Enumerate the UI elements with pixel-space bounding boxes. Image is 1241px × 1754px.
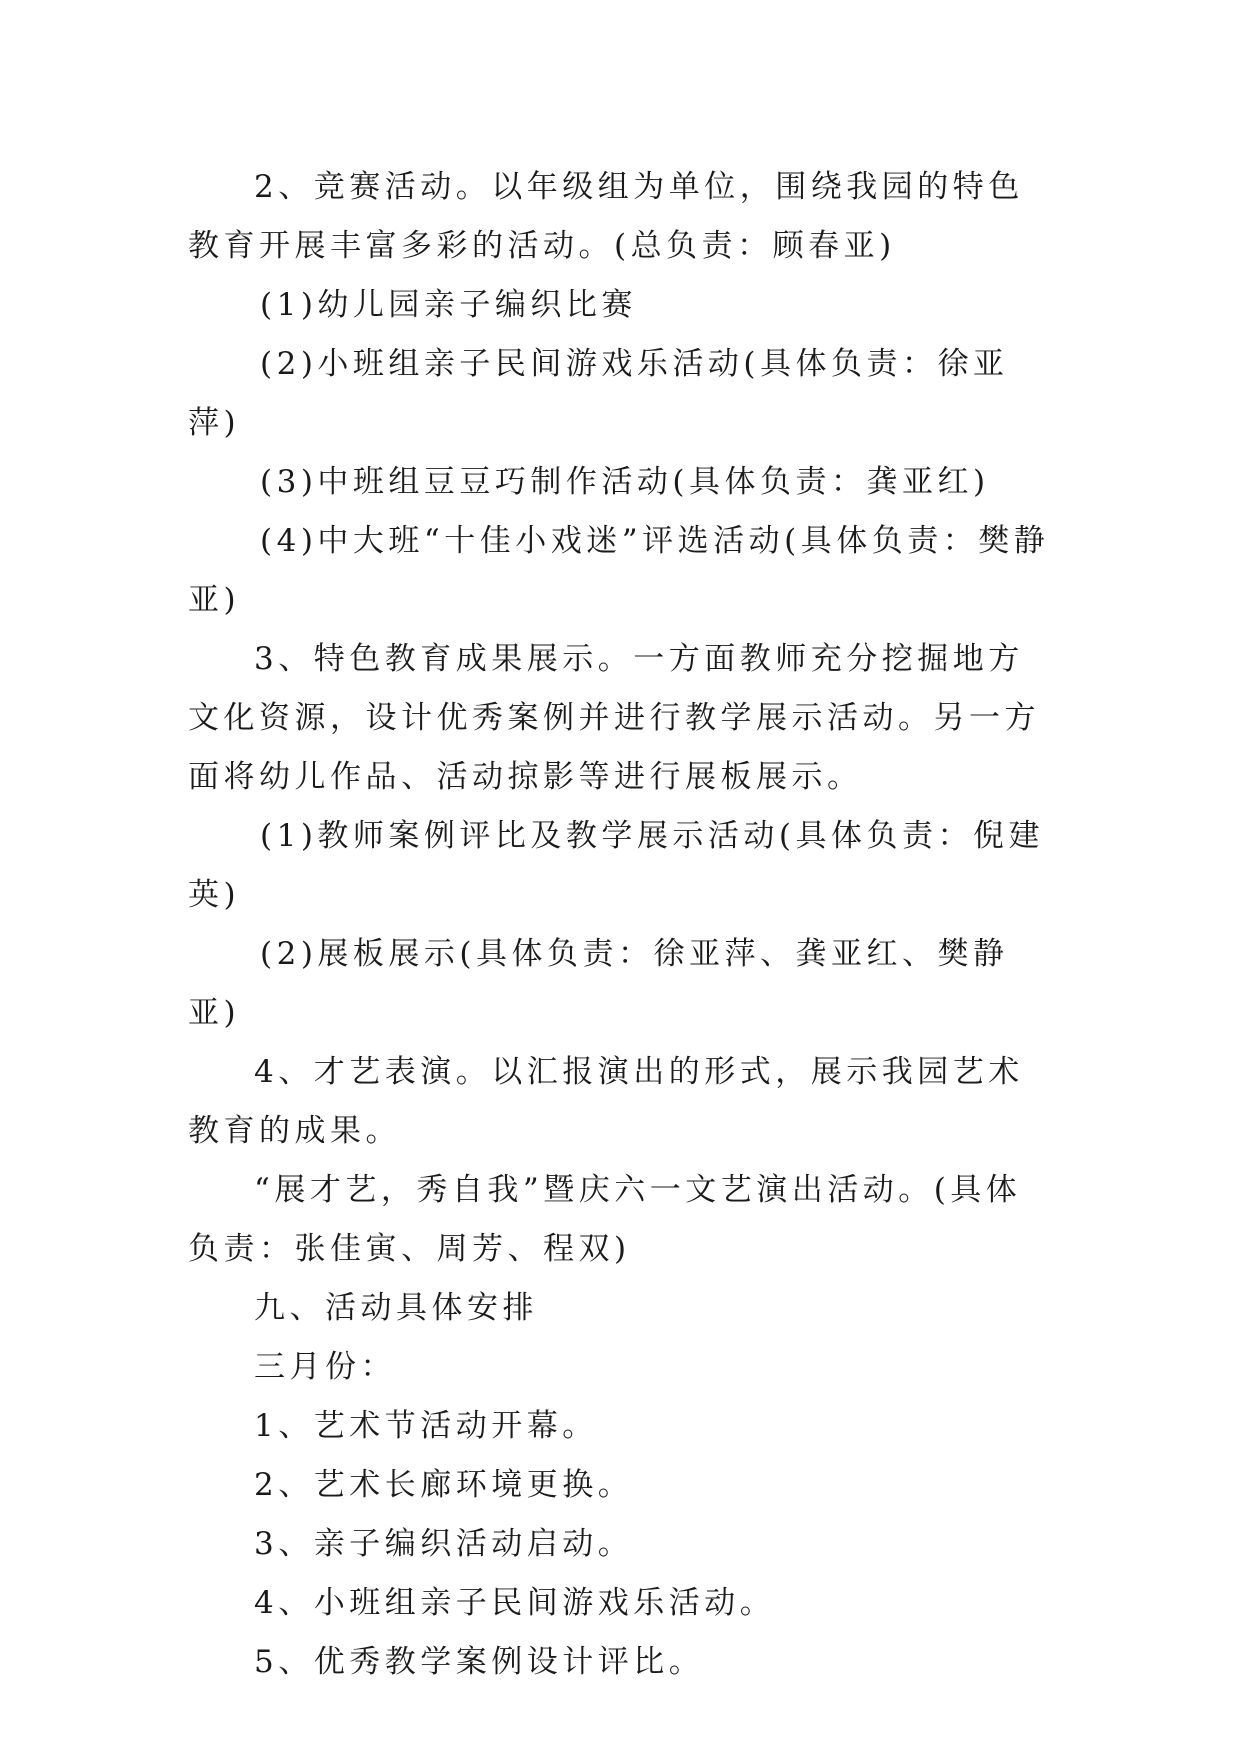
paragraph-achievement-showcase: 3、特色教育成果展示。一方面教师充分挖掘地方文化资源，设计优秀案例并进行教学展示活动。另一方面将幼儿作品、活动掠影等进行展板展示。 — [188, 641, 1040, 795]
paragraph-teacher-cases: (1)教师案例评比及教学展示活动(具体负责：倪建英) — [188, 818, 1045, 913]
paragraph-competition: 2、竞赛活动。以年级组为单位，围绕我园的特色教育开展丰富多彩的活动。(总负责：顾春亚) — [188, 169, 1024, 264]
list-item: 2、艺术长廊环境更换。 — [254, 1467, 634, 1503]
paragraph-childrens-day-show: “展才艺，秀自我”暨庆六一文艺演出活动。(具体负责：张佳寅、周芳、程双) — [188, 1172, 1022, 1267]
paragraph-middle-class-beans: (3)中班组豆豆巧制作活动(具体负责：龚亚红) — [260, 464, 990, 500]
document-body — [188, 158, 1054, 1692]
section-heading-schedule: 九、活动具体安排 — [254, 1290, 538, 1326]
paragraph-march: 三月份： — [254, 1349, 396, 1385]
list-item: 3、亲子编织活动启动。 — [254, 1526, 634, 1562]
list-item: 4、小班组亲子民间游戏乐活动。 — [254, 1585, 776, 1621]
list-item: 5、优秀教学案例设计评比。 — [254, 1644, 705, 1680]
paragraph-talent-show: 4、才艺表演。以汇报演出的形式，展示我园艺术教育的成果。 — [188, 1054, 1024, 1149]
paragraph-small-class-games: (2)小班组亲子民间游戏乐活动(具体负责：徐亚萍) — [188, 346, 1009, 441]
paragraph-opera-fans: (4)中大班“十佳小戏迷”评选活动(具体负责：樊静亚) — [188, 523, 1050, 618]
paragraph-display-boards: (2)展板展示(具体负责：徐亚萍、龚亚红、樊静亚) — [188, 936, 1009, 1031]
paragraph-knitting-contest: (1)幼儿园亲子编织比赛 — [260, 287, 637, 323]
list-item: 1、艺术节活动开幕。 — [254, 1408, 598, 1444]
